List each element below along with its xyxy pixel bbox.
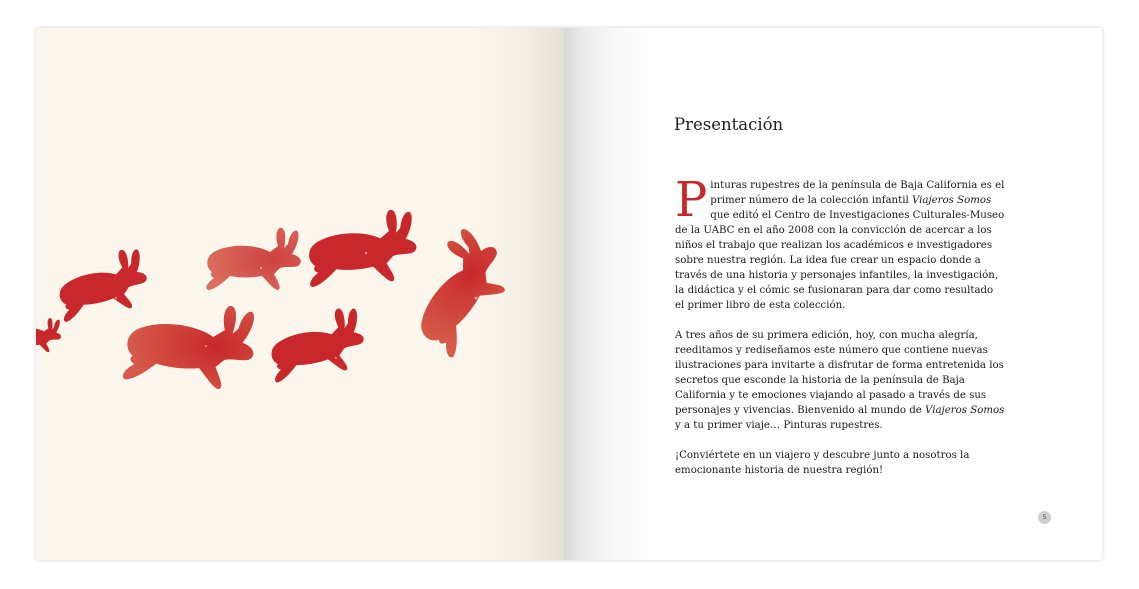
book-spread [36,28,1102,560]
hare-icon [122,295,258,392]
page-title: Presentación [674,115,784,134]
body-text [675,172,1005,493]
hare-icon [265,305,369,383]
paragraph-1-rest: que editó el Centro de Investigaciones Culturales-Museo de la UABC en el año 2008 con la convicción de acercar a los niños el trabajo que realizan los académicos e investigadores sobre nuestra región. La idea fue crear un espacio donde a través de una historia y personajes infantiles, la investigación, la didáctica y el cómic se fusionaran para dar como resultado el primer libro de esta colección. [675,210,1005,311]
left-page [36,28,564,560]
hares-illustration [36,28,564,560]
series-title: Viajeros Somos [911,195,992,206]
paragraph-1-lead: inturas rupestres de la península de Baja California es el primer número de la colección infantil [710,180,1005,206]
paragraph-2-rest: y a tu primer viaje… Pinturas rupestres. [675,420,883,431]
hare-icon [52,246,152,323]
paragraph-1 [675,172,1005,313]
paragraph-3: ¡Conviértete en un viajero y descubre junto a nosotros la emocionante historia de nuestra región! [675,450,970,476]
paragraph-2-lead: A tres años de su primera edición, hoy, con mucha alegría, reeditamos y rediseñamos este número que contiene nuevas ilustraciones para invitarte a disfrutar de forma entretenida los secretos que esconde la historia de la península de Baja California y te emociones viajando al pasado a través de sus personajes y vivencias. Bienvenido al mundo de [675,330,1004,416]
drop-cap: P [675,172,708,228]
hare-icon [206,228,300,290]
hare-icon [36,318,61,352]
hare-icon [305,208,418,287]
right-page [564,28,1102,560]
series-title: Viajeros Somos [925,405,1005,416]
page-number: 5 [1038,511,1051,524]
paragraph-2 [675,328,1005,433]
